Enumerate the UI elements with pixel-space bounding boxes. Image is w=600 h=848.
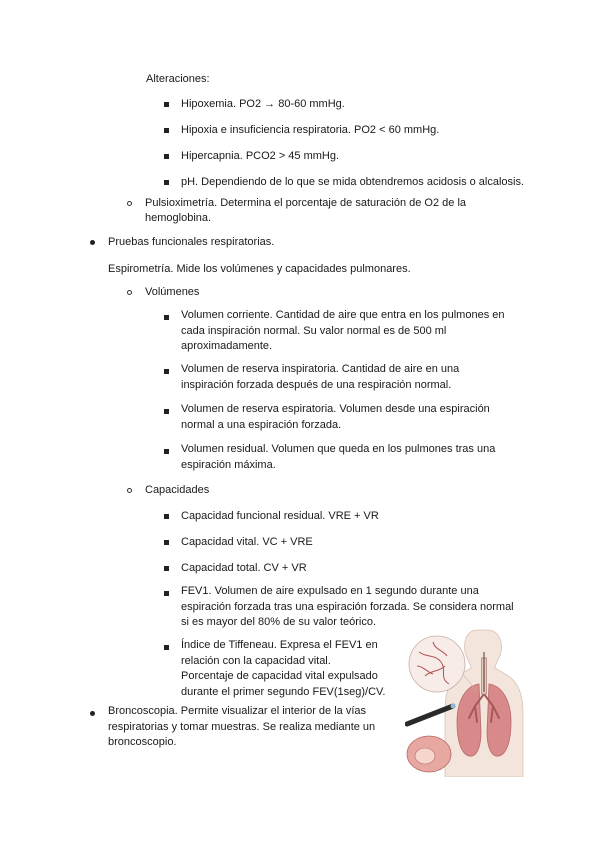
square-bullet-icon	[164, 591, 169, 596]
airway-lumen	[415, 748, 435, 764]
volumenes-title: Volúmenes	[145, 286, 200, 298]
disc-bullet-icon	[90, 240, 95, 245]
circle-bullet-icon	[127, 201, 132, 206]
alteracion-hipercapnia: Hipercapnia. PCO2 > 45 mmHg.	[181, 150, 340, 162]
square-bullet-icon	[164, 449, 169, 454]
disc-bullet-icon	[90, 711, 95, 716]
volumen-corriente: Volumen corriente. Cantidad de aire que entra en los pulmones en cada inspiración normal. Su valor normal es de 500 ml aproximadamente.	[181, 309, 505, 352]
capacidad-vital: Capacidad vital. VC + VRE	[181, 536, 313, 548]
alteracion-hipoxia: Hipoxia e insuficiencia respiratoria. PO2 < 60 mmHg.	[181, 124, 440, 136]
bronchoscope-lens	[451, 704, 456, 709]
alteracion-ph: pH. Dependiendo de lo que se mida obtendremos acidosis o alcalosis.	[181, 176, 525, 188]
pruebas-title: Pruebas funcionales respiratorias.	[108, 236, 275, 248]
capacidad-funcional-residual: Capacidad funcional residual. VRE + VR	[181, 510, 379, 522]
volumen-reserva-espiratoria: Volumen de reserva espiratoria. Volumen desde una espiración normal a una espiración forzada.	[181, 403, 490, 431]
square-bullet-icon	[164, 514, 169, 519]
square-bullet-icon	[164, 409, 169, 414]
alteraciones-heading: Alteraciones:	[146, 73, 210, 85]
square-bullet-icon	[164, 369, 169, 374]
square-bullet-icon	[164, 102, 169, 107]
circle-bullet-icon	[127, 488, 132, 493]
indice-tiffeneau: Índice de Tiffeneau. Expresa el FEV1 en relación con la capacidad vital. Porcentaje de capacidad vital expulsado durante el primer segundo FEV(1seg)/CV.	[181, 639, 386, 698]
square-bullet-icon	[164, 645, 169, 650]
alteracion-hipoxemia: Hipoxemia. PO2 → 80-60 mmHg.	[181, 98, 345, 110]
espirometria-text: Espirometría. Mide los volúmenes y capacidades pulmonares.	[108, 263, 411, 275]
square-bullet-icon	[164, 180, 169, 185]
circle-bullet-icon	[127, 290, 132, 295]
square-bullet-icon	[164, 566, 169, 571]
square-bullet-icon	[164, 540, 169, 545]
volumen-reserva-inspiratoria: Volumen de reserva inspiratoria. Cantidad de aire en una inspiración forzada después de una respiración normal.	[181, 363, 460, 391]
broncoscopia-text: Broncoscopia. Permite visualizar el interior de la vías respiratorias y tomar muestras. Se realiza mediante un broncoscopio.	[108, 705, 376, 748]
square-bullet-icon	[164, 128, 169, 133]
fev1: FEV1. Volumen de aire expulsado en 1 segundo durante una espiración forzada tras una espiración forzada. Se considera normal si es mayor del 80% de su valor teórico.	[181, 585, 514, 628]
pulsioximetria-line-1: Pulsioximetría. Determina el porcentaje de saturación de O2 de la	[145, 197, 467, 209]
capacidades-title: Capacidades	[145, 484, 210, 496]
square-bullet-icon	[164, 315, 169, 320]
pulsioximetria-line-2: hemoglobina.	[145, 212, 212, 224]
volumen-residual: Volumen residual. Volumen que queda en los pulmones tras una espiración máxima.	[181, 443, 496, 471]
bronchoscopy-illustration	[405, 622, 530, 777]
square-bullet-icon	[164, 154, 169, 159]
zoom-circle-airway	[409, 636, 465, 692]
capacidad-total: Capacidad total. CV + VR	[181, 562, 307, 574]
